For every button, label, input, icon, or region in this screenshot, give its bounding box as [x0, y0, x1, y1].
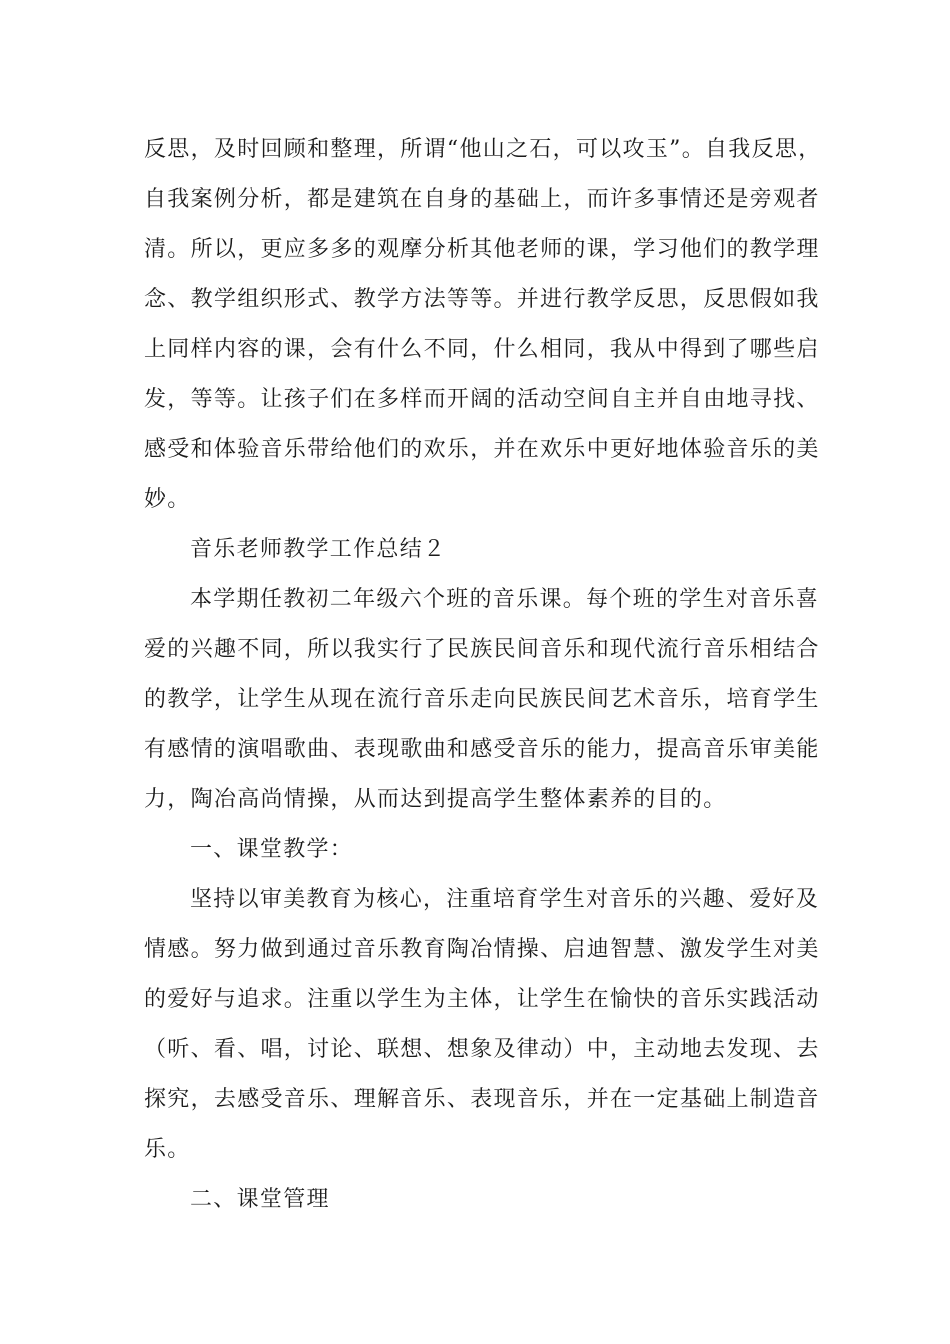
section-heading: 二、课堂管理 — [190, 1187, 330, 1212]
section-heading: 一、课堂教学： — [190, 837, 354, 862]
paragraph-line: 念、教学组织形式、教学方法等等。并进行教学反思，反思假如我 — [144, 287, 820, 312]
section-title: 音乐老师教学工作总结２ — [190, 537, 447, 562]
paragraph-line: 坚持以审美教育为核心，注重培育学生对音乐的兴趣、爱好及 — [190, 887, 820, 912]
paragraph-line: 自我案例分析，都是建筑在自身的基础上，而许多事情还是旁观者 — [144, 187, 820, 212]
paragraph-line: 发，等等。让孩子们在多样而开阔的活动空间自主并自由地寻找、 — [144, 387, 820, 412]
paragraph-line: 感受和体验音乐带给他们的欢乐，并在欢乐中更好地体验音乐的美 — [144, 437, 820, 462]
paragraph-line: 妙。 — [144, 487, 191, 512]
paragraph-line: 清。所以，更应多多的观摩分析其他老师的课，学习他们的教学理 — [144, 237, 820, 262]
paragraph-line: 探究，去感受音乐、理解音乐、表现音乐，并在一定基础上制造音 — [144, 1087, 820, 1112]
paragraph-line: 的教学，让学生从现在流行音乐走向民族民间艺术音乐，培育学生 — [144, 687, 820, 712]
paragraph-line: 情感。努力做到通过音乐教育陶冶情操、启迪智慧、激发学生对美 — [144, 937, 820, 962]
paragraph-line: 爱的兴趣不同，所以我实行了民族民间音乐和现代流行音乐相结合 — [144, 637, 820, 662]
paragraph-line: 的爱好与追求。注重以学生为主体，让学生在愉快的音乐实践活动 — [144, 987, 820, 1012]
paragraph-line: 力，陶冶高尚情操，从而达到提高学生整体素养的目的。 — [144, 787, 727, 812]
paragraph-line: 本学期任教初二年级六个班的音乐课。每个班的学生对音乐喜 — [190, 587, 820, 612]
paragraph-line: 反思，及时回顾和整理，所谓“他山之石，可以攻玉”。自我反思， — [144, 137, 822, 162]
paragraph-line: 上同样内容的课，会有什么不同，什么相同，我从中得到了哪些启 — [144, 337, 820, 362]
paragraph-line: 有感情的演唱歌曲、表现歌曲和感受音乐的能力，提高音乐审美能 — [144, 737, 820, 762]
paragraph-line: 乐。 — [144, 1137, 191, 1162]
paragraph-line: （听、看、唱，讨论、联想、想象及律动）中，主动地去发现、去 — [144, 1037, 820, 1062]
